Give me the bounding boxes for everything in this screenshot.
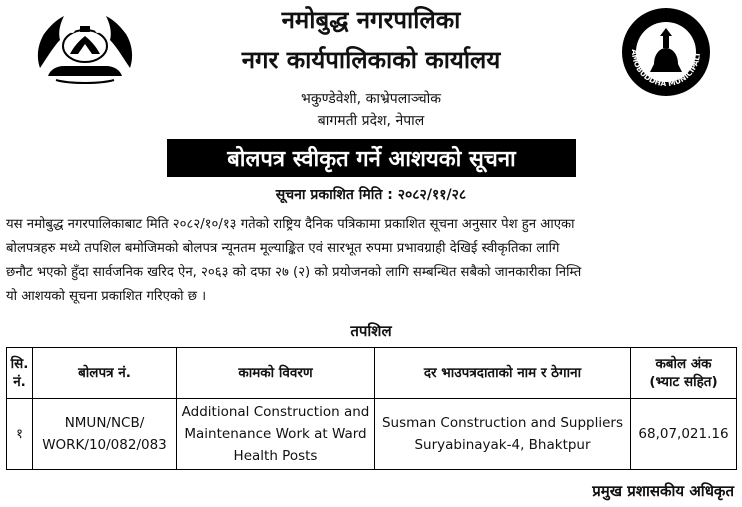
notice-body-line: छनौट भएको हुँदा सार्वजनिक खरिद ऐन, २०६३ को दफा २७ (२) को प्रयोजनको लागि सम्बन्धित सबैको जानकारीका निम्ति [6,265,582,280]
address-line-2: बागमती प्रदेश, नेपाल [317,113,425,129]
header-serial-number: सि. नं. [7,348,33,399]
office-name: नगर कार्यपालिकाको कार्यालय [241,46,501,74]
cell-bid-amount: 68,07,021.16 [631,399,737,470]
cell-bidder: Susman Construction and Suppliers Suryabinayak-4, Bhaktpur [375,399,631,470]
cell-work-description: Additional Construction and Maintenance Work at Ward Health Posts [177,399,375,470]
cell-serial-number: १ [7,399,33,470]
published-date: सूचना प्रकाशित मिति : २०८२/११/२८ [275,187,467,203]
table-row [7,399,737,470]
address-line-1: भकुण्डेवेशी, काभ्रेपलाञ्चोक [301,91,441,107]
cell-bid-number: NMUN/NCB/ WORK/10/082/083 [33,399,177,470]
details-heading: तपशिल [350,322,392,340]
org-name: नमोबुद्ध नगरपालिका [281,6,461,34]
notice-title: बोलपत्र स्वीकृत गर्ने आशयको सूचना [167,139,576,177]
header-bid-number: बोलपत्र नं. [33,348,177,399]
signatory-title: प्रमुख प्रशासकीय अधिकृत [592,482,734,500]
notice-body-line: यो आशयको सूचना प्रकाशित गरिएको छ । [6,289,207,304]
header-work-description: कामको विवरण [177,348,375,399]
notice-body-line: यस नमोबुद्ध नगरपालिकाबाट मिति २०८२/१०/१३ गतेको राष्ट्रिय दैनिक पत्रिकामा प्रकाशित सूचना अनुसार पेश हुन आएका [6,217,575,232]
header-bid-amount: कबोल अंक (भ्याट सहित) [631,348,737,399]
table-header-row [7,348,737,399]
bid-details-table [6,347,737,470]
notice-body-line: बोलपत्रहरु मध्ये तपशिल बमोजिमको बोलपत्र न्यूनतम मूल्याङ्कित एवं सारभूत रुपमा प्रभावग्राही देखिई स्वीकृतिका लागि [6,241,560,256]
seal-text: AMOBUDDHA MUNICIPALI [629,49,702,89]
header-bidder: दर भाउपत्रदाताको नाम र ठेगाना [375,348,631,399]
